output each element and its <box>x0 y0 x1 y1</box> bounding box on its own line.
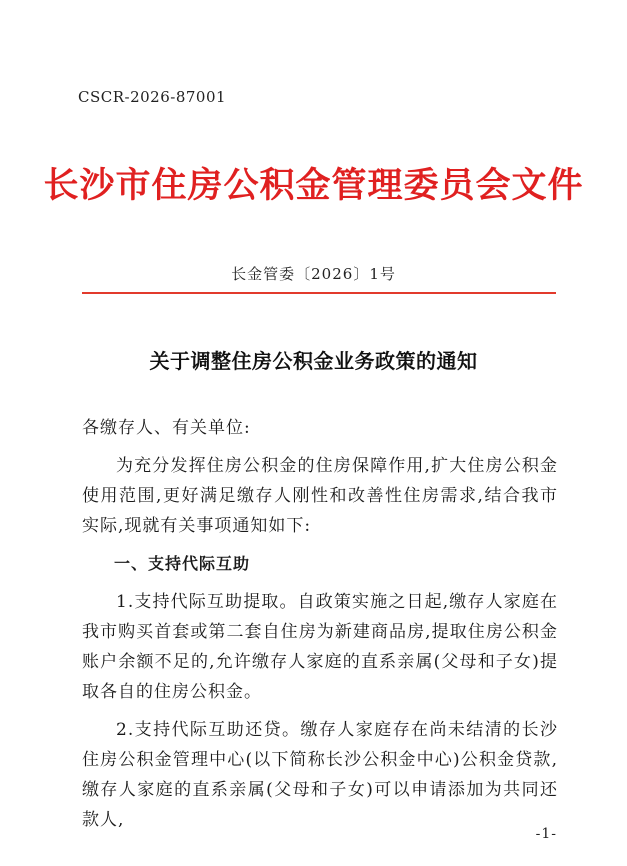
section-heading: 一、支持代际互助 <box>114 554 251 573</box>
document-number: 长金管委〔2026〕1号 <box>231 265 396 283</box>
item-paragraph-2: 2.支持代际互助还贷。缴存人家庭存在尚未结清的长沙住房公积金管理中心(以下简称长沙公积金中心)公积金贷款,缴存人家庭的直系亲属(父母和子女)可以申请添加为共同还款人, <box>82 720 558 830</box>
page-number: -1- <box>535 826 557 842</box>
serial-number: CSCR-2026-87001 <box>78 88 227 106</box>
salutation: 各缴存人、有关单位: <box>82 418 251 438</box>
intro-paragraph: 为充分发挥住房公积金的住房保障作用,扩大住房公积金使用范围,更好满足缴存人刚性和改善性住房需求,结合我市实际,现就有关事项通知如下: <box>82 456 558 536</box>
issuing-organization-header: 长沙市住房公积金管理委员会文件 <box>43 166 584 206</box>
red-divider-line <box>82 292 556 294</box>
item-paragraph-1: 1.支持代际互助提取。自政策实施之日起,缴存人家庭在我市购买首套或第二套自住房为新建商品房,提取住房公积金账户余额不足的,允许缴存人家庭的直系亲属(父母和子女)提取各自的住房公积金。 <box>82 592 558 702</box>
document-body <box>82 413 558 843</box>
document-title: 关于调整住房公积金业务政策的通知 <box>149 349 478 373</box>
